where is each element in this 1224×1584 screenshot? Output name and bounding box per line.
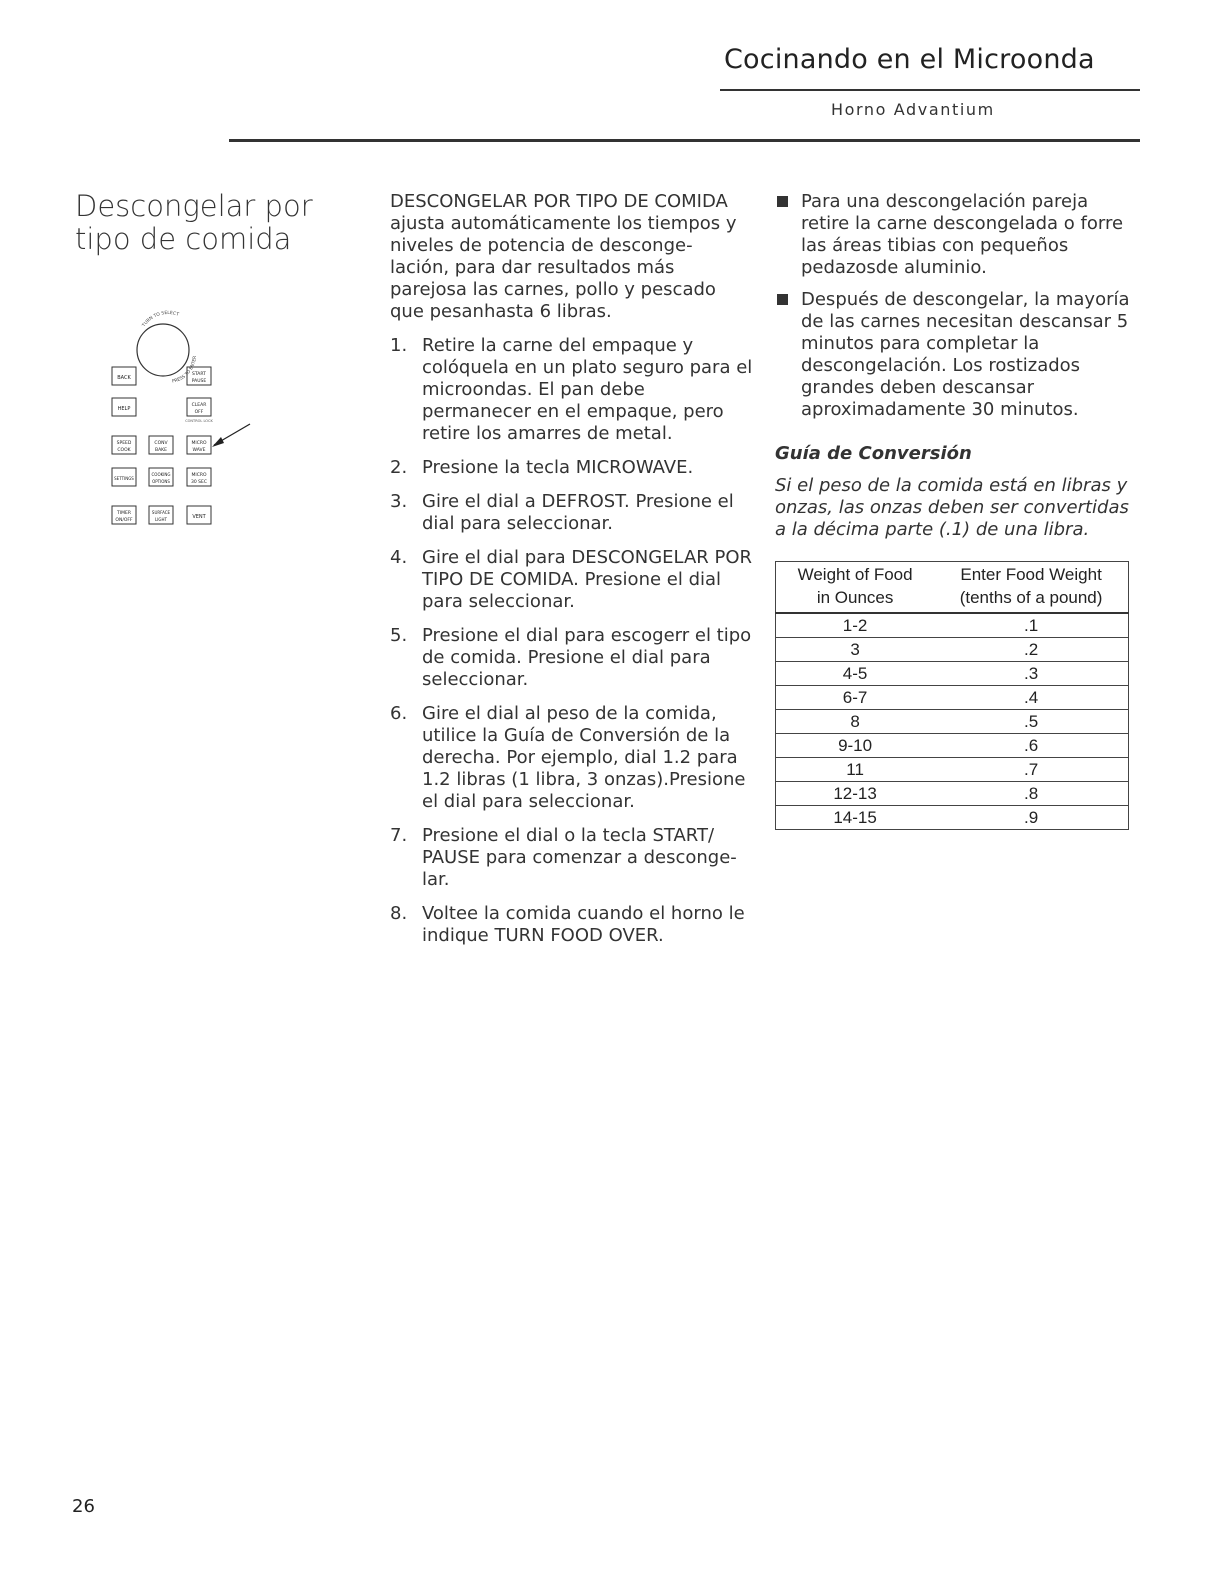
- help-button-label: HELP: [117, 406, 131, 412]
- table-row: 3 .2: [776, 638, 1129, 662]
- table-row: 8 .5: [776, 710, 1129, 734]
- speed-label: SPEED: [116, 441, 132, 446]
- page-header-subtitle: Horno Advantium: [831, 100, 995, 119]
- timer-label: TIMER: [117, 511, 131, 516]
- conv-label: CONV: [154, 441, 168, 446]
- step-item: 7. Presione el dial o la tecla START/ PAUSE para comenzar a desconge- lar.: [390, 825, 737, 890]
- tips-column: [775, 191, 1140, 541]
- 30sec-label: 30 SEC: [191, 480, 207, 485]
- cook-label: COOK: [117, 448, 131, 453]
- conversion-table: [775, 561, 1129, 830]
- bullet-square-icon: [777, 294, 788, 305]
- light-label: LIGHT: [155, 517, 167, 522]
- conversion-guide-note: Si el peso de la comida está en libras y onzas, las onzas deben ser convertidas a la décima parte (.1) de una libra.: [775, 475, 1129, 540]
- vent-label: VENT: [192, 514, 206, 520]
- on-off-label: ON/OFF: [115, 518, 133, 523]
- step-item: 1. Retire la carne del empaque y colóquela en un plato seguro para el microondas. El pan debe permanecer en el empaque, pero retire los amarres de metal.: [390, 335, 753, 444]
- table-header-row: [776, 562, 1129, 614]
- micro30-label: MICRO: [191, 473, 207, 478]
- table-row: 9-10 .6: [776, 734, 1129, 758]
- instructions-column: [390, 191, 755, 959]
- off-label: OFF: [194, 410, 204, 415]
- page-header-title: Cocinando en el Microonda: [724, 44, 1095, 75]
- step-item: 3. Gire el dial a DEFROST. Presione el dial para seleccionar.: [390, 491, 734, 534]
- table-row: 4-5 .3: [776, 662, 1129, 686]
- bake-label: BAKE: [155, 448, 167, 453]
- step-item: 6. Gire el dial al peso de la comida, utilice la Guía de Conversión de la derecha. Por ejemplo, dial 1.2 para 1.2 libras (1 libra, 3 onzas).Presione el dial para seleccionar.: [390, 703, 746, 812]
- table-row: 12-13 .8: [776, 782, 1129, 806]
- step-item: 2. Presione la tecla MICROWAVE.: [390, 457, 694, 478]
- intro-paragraph: DESCONGELAR POR TIPO DE COMIDA ajusta automáticamente los tiempos y niveles de potencia de desconge- lación, para dar resultados más parejosa las carnes, pollo y pescado que pesanhasta 6 libras.: [390, 191, 737, 322]
- section-title-line1: Descongelar por: [75, 189, 313, 223]
- surface-label: SURFACE: [151, 510, 171, 515]
- column-header-ounces: Weight of Food in Ounces: [776, 562, 935, 614]
- section-rule: [229, 139, 1140, 142]
- options-label: OPTIONS: [152, 479, 170, 484]
- steps-list: [390, 335, 755, 947]
- section-title: [75, 190, 313, 256]
- step-item: 8. Voltee la comida cuando el horno le indique TURN FOOD OVER.: [390, 903, 745, 946]
- start-label: START: [192, 372, 206, 377]
- settings-label: SETTINGS: [114, 476, 134, 481]
- tip-bullet: Para una descongelación pareja retire la carne descongelada o forre las áreas tibias con pequeños pedazosde aluminio.: [775, 191, 1140, 279]
- control-panel-illustration: [100, 300, 260, 560]
- table-row: 1-2 .1: [776, 613, 1129, 638]
- dial-bottom-label: PRESS TO ENTER: [171, 355, 199, 385]
- section-title-line2: tipo de comida: [75, 222, 292, 256]
- column-header-tenths: Enter Food Weight (tenths of a pound): [934, 562, 1128, 614]
- bullet-square-icon: [777, 196, 788, 207]
- tip-bullet: Después de descongelar, la mayoría de las carnes necesitan descansar 5 minutos para completar la descongelación. Los rostizados grandes deben descansar aproximadamente 30 minutos.: [775, 289, 1140, 421]
- pause-label: PAUSE: [191, 379, 207, 384]
- conversion-guide-title: Guía de Conversión: [775, 443, 972, 464]
- table-row: 11 .7: [776, 758, 1129, 782]
- step-item: 4. Gire el dial para DESCONGELAR POR TIPO DE COMIDA. Presione el dial para seleccionar.: [390, 547, 753, 612]
- clear-label: CLEAR: [191, 403, 207, 408]
- control-lock-note: CONTROL LOCK: [185, 419, 213, 423]
- page-number: 26: [72, 1496, 95, 1517]
- micro-label: MICRO: [191, 441, 207, 446]
- arrow-head-icon: [212, 437, 224, 447]
- cooking-label: COOKING: [151, 472, 171, 477]
- wave-label: WAVE: [192, 448, 206, 453]
- selector-dial: [137, 324, 189, 376]
- back-button-label: BACK: [117, 375, 131, 381]
- dial-top-label: TURN TO SELECT: [141, 310, 180, 329]
- step-item: 5. Presione el dial para escogerr el tipo de comida. Presione el dial para seleccionar.: [390, 625, 752, 690]
- table-row: 6-7 .4: [776, 686, 1129, 710]
- table-row: 14-15 .9: [776, 806, 1129, 830]
- header-rule: [720, 89, 1140, 91]
